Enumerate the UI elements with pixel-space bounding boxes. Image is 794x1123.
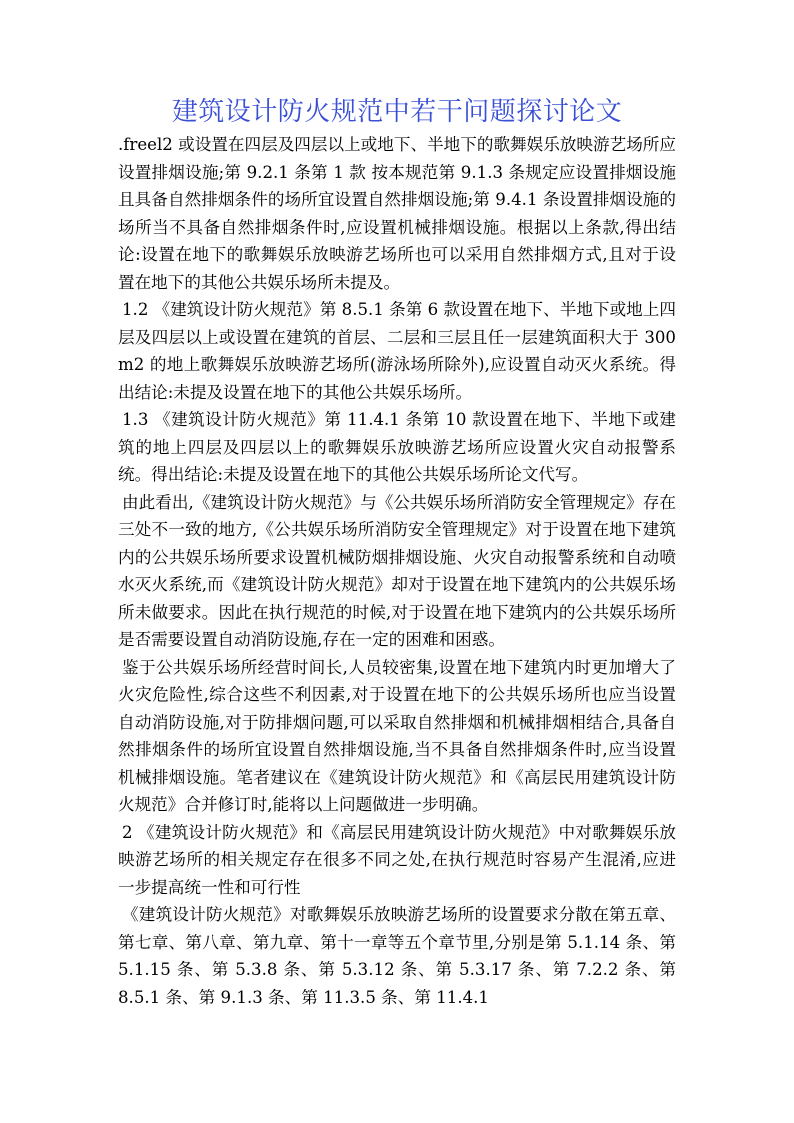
- paragraph-7: 《建筑设计防火规范》对歌舞娱乐放映游艺场所的设置要求分散在第五章、第七章、第八章、第九章、第十一章等五个章节里,分别是第 5.1.14 条、第 5.1.15 条、第 5.3.8 条、第 5.3.12 条、第 5.3.17 条、第 7.2.2 条、第 8.5.1 条、第 9.1.3 条、第 11.3.5 条、第 11.4.1: [118, 905, 676, 1007]
- paragraph-3: 1.3 《建筑设计防火规范》第 11.4.1 条第 10 款设置在地下、半地下或建筑的地上四层及四层以上的歌舞娱乐放映游艺场所应设置火灾自动报警系统。得出结论:未提及设置在地下的其他公共娱乐场所论文代写。: [118, 410, 676, 484]
- paragraph-2: 1.2 《建筑设计防火规范》第 8.5.1 条第 6 款设置在地下、半地下或地上四层及四层以上或设置在建筑的首层、二层和三层且任一层建筑面积大于 300m2 的地上歌舞娱乐放映游艺场所(游泳场所除外),应设置自动灭火系统。得出结论:未提及设置在地下的其他公共娱乐场所。: [118, 300, 676, 402]
- document-title: 建筑设计防火规范中若干问题探讨论文: [171, 97, 623, 127]
- paragraph-6: 2 《建筑设计防火规范》和《高层民用建筑设计防火规范》中对歌舞娱乐放映游艺场所的相关规定存在很多不同之处,在执行规范时容易产生混淆,应进一步提高统一性和可行性: [118, 822, 676, 897]
- paragraph-4: 由此看出,《建筑设计防火规范》与《公共娱乐场所消防安全管理规定》存在三处不一致的地方,《公共娱乐场所消防安全管理规定》对于设置在地下建筑内的公共娱乐场所要求设置机械防烟排烟设施、火灾自动报警系统和自动喷水灭火系统,而《建筑设计防火规范》却对于设置在地下建筑内的公共娱乐场所未做要求。因此在执行规范的时候,对于设置在地下建筑内的公共娱乐场所是否需要设置自动消防设施,存在一定的困难和困惑。: [118, 492, 676, 649]
- paragraph-1: .freel2 或设置在四层及四层以上或地下、半地下的歌舞娱乐放映游艺场所应设置排烟设施;第 9.2.1 条第 1 款 按本规范第 9.1.3 条规定应设置排烟设施且具备自然排烟条件的场所宜设置自然排烟设施;第 9.4.1 条设置排烟设施的场所当不具备自然排烟条件时,应设置机械排烟设施。根据以上条款,得出结论:设置在地下的歌舞娱乐放映游艺场所也可以采用自然排烟方式,且对于设置在地下的其他公共娱乐场所未提及。: [118, 135, 676, 292]
- document-page: [118, 95, 676, 1011]
- paragraph-5: 鉴于公共娱乐场所经营时间长,人员较密集,设置在地下建筑内时更加增大了火灾危险性,综合这些不利因素,对于设置在地下的公共娱乐场所也应当设置自动消防设施,对于防排烟问题,可以采取自然排烟和机械排烟相结合,具备自然排烟条件的场所宜设置自然排烟设施,当不具备自然排烟条件时,应当设置机械排烟设施。笔者建议在《建筑设计防火规范》和《高层民用建筑设计防火规范》合并修订时,能将以上问题做进一步明确。: [118, 657, 676, 814]
